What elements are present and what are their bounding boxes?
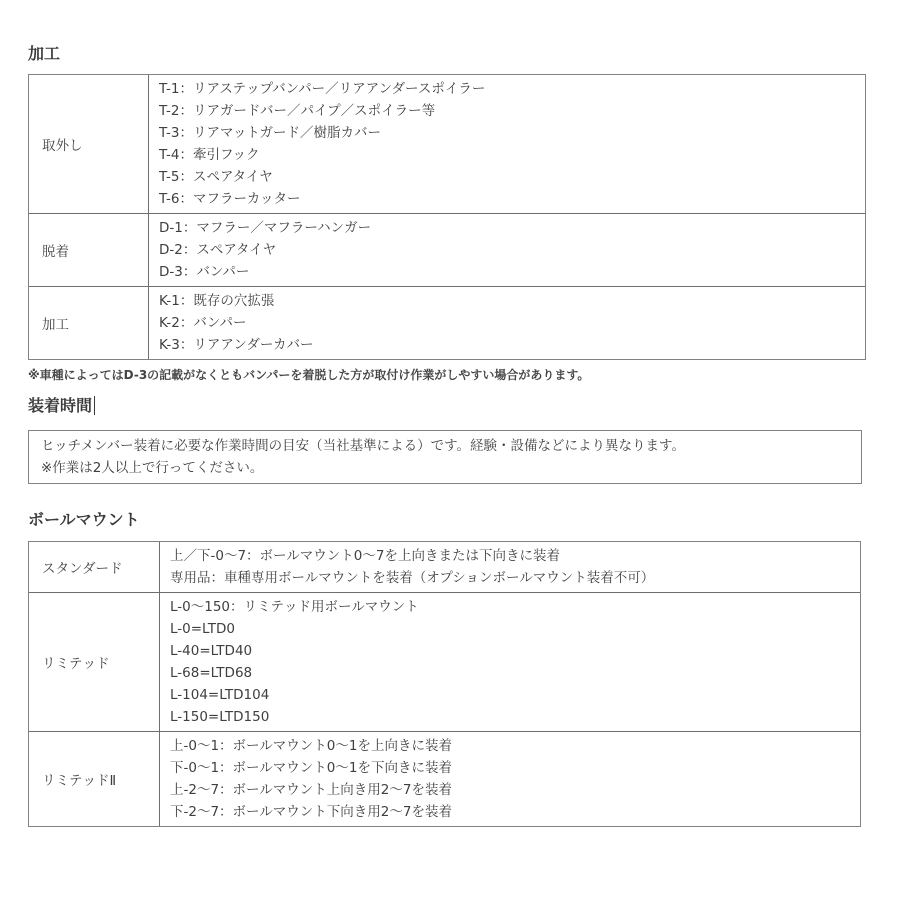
row-label: リミテッドⅡ	[29, 732, 160, 826]
row-label: 脱着	[29, 214, 149, 286]
info-line: ヒッチメンバー装着に必要な作業時間の目安（当社基準による）です。経験・設備などにより異なります。	[41, 438, 685, 454]
item-line: D-3：バンパー	[159, 264, 250, 280]
item-line: 上-2〜7：ボールマウント上向き用2〜7を装着	[170, 782, 452, 798]
row-items	[160, 593, 860, 731]
row-label: 加工	[29, 287, 149, 359]
processing-table	[28, 74, 866, 360]
section-title-processing: 加工	[28, 44, 61, 63]
item-line: 上-0〜1：ボールマウント0〜1を上向きに装着	[170, 738, 452, 754]
item-line: T-2：リアガードバー／パイプ／スポイラー等	[159, 103, 436, 119]
item-line: 専用品：車種専用ボールマウントを装着（オプションボールマウント装着不可）	[170, 570, 655, 586]
item-line: 下-0〜1：ボールマウント0〜1を下向きに装着	[170, 760, 452, 776]
item-line: L-150=LTD150	[170, 709, 270, 725]
info-line: ※作業は2人以上で行ってください。	[41, 460, 264, 476]
row-items	[160, 542, 860, 592]
table-row-detach	[29, 213, 865, 286]
row-label: スタンダード	[29, 542, 160, 592]
item-line: K-1：既存の穴拡張	[159, 293, 275, 309]
row-items	[149, 75, 865, 213]
item-line: T-4：牽引フック	[159, 147, 260, 163]
row-items	[160, 732, 860, 826]
section-title-ballmount: ボールマウント	[28, 510, 140, 529]
section-title-install-time	[28, 396, 900, 415]
row-items	[149, 214, 865, 286]
item-line: K-2：バンパー	[159, 315, 247, 331]
item-line: L-104=LTD104	[170, 687, 270, 703]
row-items	[149, 287, 865, 359]
item-line: T-3：リアマットガード／樹脂カバー	[159, 125, 382, 141]
item-line: T-6：マフラーカッター	[159, 191, 301, 207]
item-line: T-1：リアステップバンパー／リアアンダースポイラー	[159, 81, 486, 97]
item-line: L-40=LTD40	[170, 643, 253, 659]
item-line: T-5：スペアタイヤ	[159, 169, 273, 185]
item-line: L-0=LTD0	[170, 621, 235, 637]
text-cursor	[94, 396, 95, 415]
table-row-standard	[29, 542, 860, 592]
table-row-limited	[29, 592, 860, 731]
install-time-box	[28, 430, 862, 484]
row-label: リミテッド	[29, 593, 160, 731]
table-row-limited2	[29, 731, 860, 826]
item-line: D-1：マフラー／マフラーハンガー	[159, 220, 372, 236]
section-title-text: 装着時間	[28, 396, 93, 415]
item-line: 上／下-0〜7：ボールマウント0〜7を上向きまたは下向きに装着	[170, 548, 560, 564]
ballmount-table	[28, 541, 861, 827]
item-line: L-0〜150：リミテッド用ボールマウント	[170, 599, 419, 615]
table-row-removal	[29, 75, 865, 213]
item-line: D-2：スペアタイヤ	[159, 242, 277, 258]
item-line: L-68=LTD68	[170, 665, 253, 681]
table-row-machining	[29, 286, 865, 359]
row-label: 取外し	[29, 75, 149, 213]
footnote-d3: ※車種によってはD-3の記載がなくともバンパーを着脱した方が取付け作業がしやすい場合があります。	[28, 368, 590, 382]
item-line: K-3：リアアンダーカバー	[159, 337, 314, 353]
item-line: 下-2〜7：ボールマウント下向き用2〜7を装着	[170, 804, 452, 820]
